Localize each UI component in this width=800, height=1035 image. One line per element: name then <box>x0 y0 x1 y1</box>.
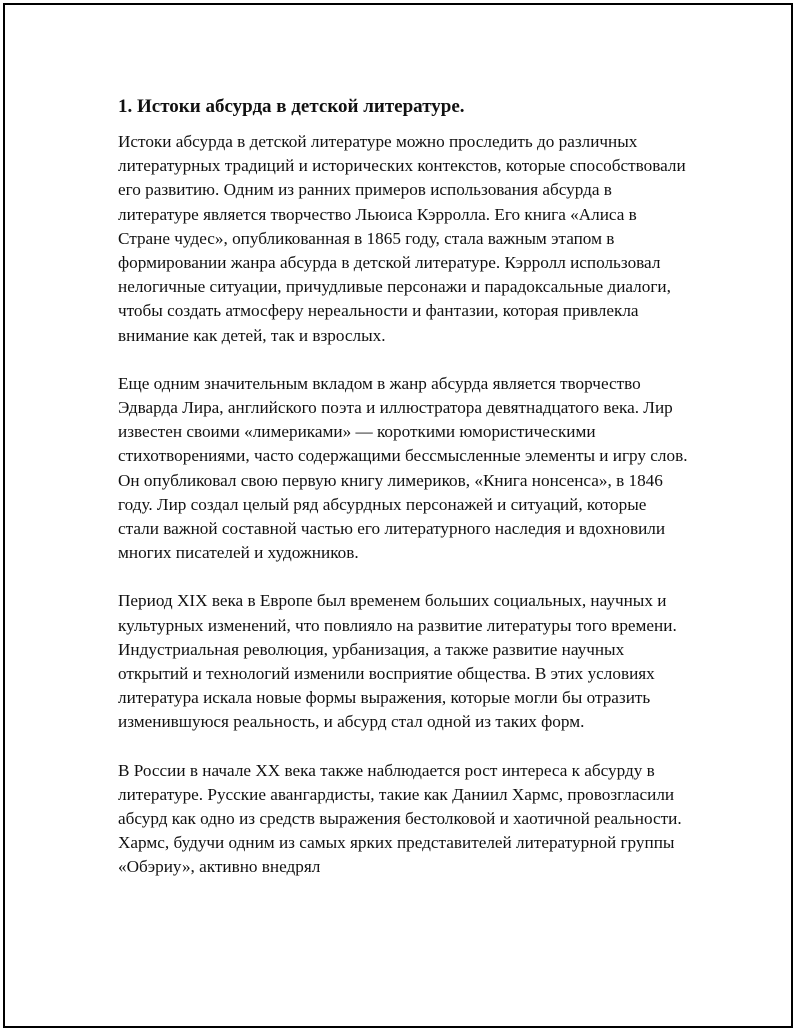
paragraph-lear: Еще одним значительным вкладом в жанр абсурда является творчество Эдварда Лира, английского поэта и иллюстратора девятнадцатого века. Лир известен своими «лимериками» — короткими юмористическими стихотворениями, часто содержащими бессмысленные элементы и игру слов. Он опубликовал свою первую книгу лимериков, «Книга нонсенса», в 1846 году. Лир создал целый ряд абсурдных персонажей и ситуаций, которые стали важной составной частью его литературного наследия и вдохновили многих писателей и художников. <box>118 373 688 563</box>
paragraph-russia: В России в начале XX века также наблюдается рост интереса к абсурду в литературе. Русские авангардисты, такие как Даниил Хармс, провозгласили абсурд как одно из средств выражения бестолковой и хаотичной реальности. Хармс, будучи одним из самых ярких представителей литературной группы «Обэриу», активно внедрял <box>118 760 682 877</box>
paragraph-carroll: Истоки абсурда в детской литературе можно проследить до различных литературных традиций и исторических контекстов, которые способствовали его развитию. Одним из ранних примеров использования абсурда в литературе является творчество Льюиса Кэрролла. Его книга «Алиса в Стране чудес», опубликованная в 1865 году, стала важным этапом в формировании жанра абсурда в детской литературе. Кэрролл использовал нелогичные ситуации, причудливые персонажи и парадоксальные диалоги, чтобы создать атмосферу нереальности и фантазии, которая привлекла внимание как детей, так и взрослых. <box>118 132 686 345</box>
document-body <box>118 94 688 904</box>
paragraph-xix-century: Период XIX века в Европе был временем больших социальных, научных и культурных изменений, что повлияло на развитие литературы того времени. Индустриальная революция, урбанизация, а также развитие научных открытий и технологий изменили восприятие общества. В этих условиях литература искала новые формы выражения, которые могли бы отразить изменившуюся реальность, и абсурд стал одной из таких форм. <box>118 591 677 732</box>
section-heading: 1. Истоки абсурда в детской литературе. <box>118 96 465 117</box>
